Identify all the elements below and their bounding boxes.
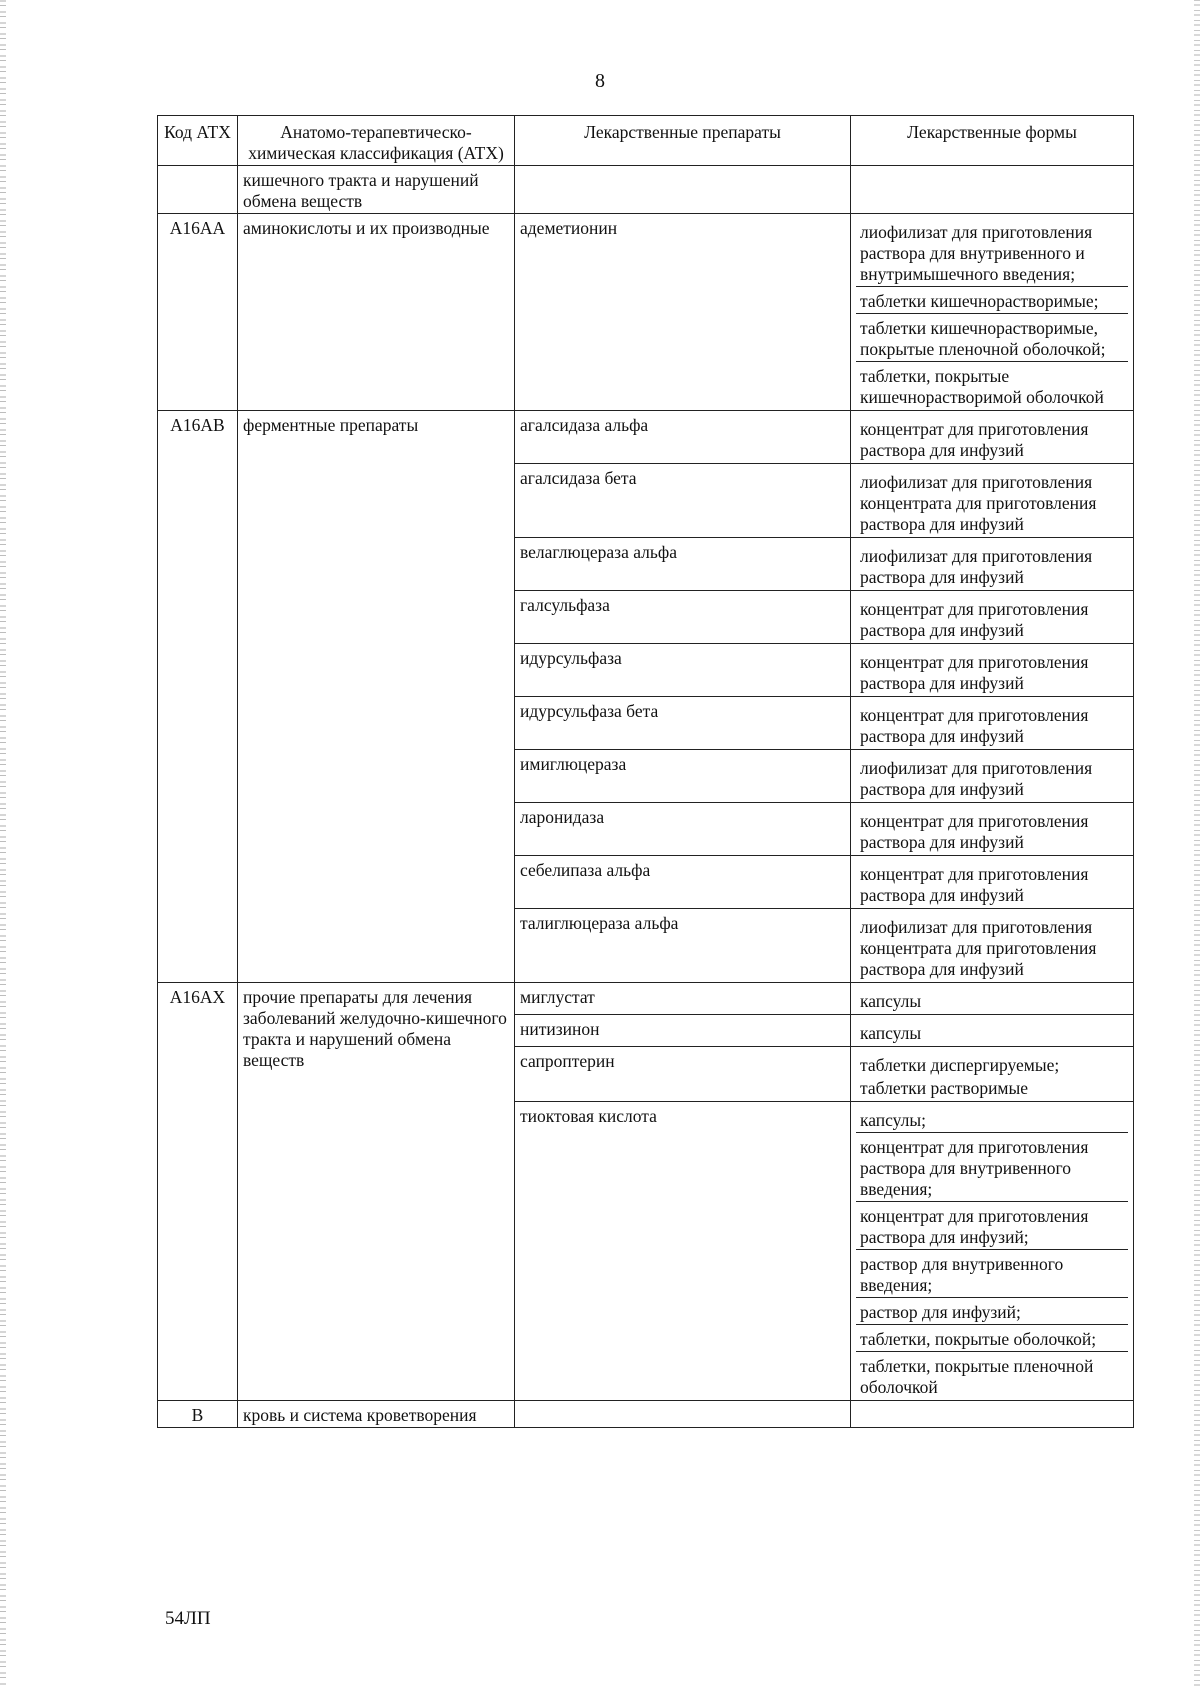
dosage-form: лиофилизат для приготовления концентрата для приготовления раствора для инфузий: [860, 472, 1097, 534]
drug-name: себелипаза альфа: [515, 856, 851, 909]
continuation-atc: кишечного тракта и нарушений обмена веществ: [238, 166, 515, 214]
drug-forms: [851, 591, 1134, 644]
drug-name: велаглюцераза альфа: [515, 538, 851, 591]
atx-table: [157, 115, 1134, 1428]
drug-name: галсульфаза: [515, 591, 851, 644]
drug-name: сапроптерин: [515, 1047, 851, 1102]
drug-forms: [851, 803, 1134, 856]
drug-name: адеметионин: [515, 214, 851, 411]
drug-forms: [851, 1047, 1134, 1102]
table-body: [158, 166, 1134, 1428]
dosage-form: концентрат для приготовления раствора для инфузий: [860, 599, 1089, 640]
atx-code: B: [158, 1401, 238, 1428]
atx-classification: аминокислоты и их производные: [238, 214, 515, 411]
dosage-form: таблетки, покрытые пленочной оболочкой: [860, 1356, 1094, 1397]
dosage-form: лиофилизат для приготовления концентрата для приготовления раствора для инфузий: [860, 917, 1097, 979]
drug-name: талиглюцераза альфа: [515, 909, 851, 983]
drug-name: агалсидаза альфа: [515, 411, 851, 464]
header-atc: Анатомо-терапевтическо-химическая классификация (АТХ): [238, 116, 515, 166]
header-row: [158, 116, 1134, 166]
dosage-form: концентрат для приготовления раствора для инфузий: [860, 419, 1089, 460]
atx-code: A16AB: [158, 411, 238, 983]
dosage-form: раствор для инфузий;: [856, 1298, 1128, 1325]
drug-name: тиоктовая кислота: [515, 1102, 851, 1401]
drug-name: миглустат: [515, 983, 851, 1015]
continuation-row: [158, 166, 1134, 214]
dosage-form: лиофилизат для приготовления раствора для инфузий: [860, 758, 1093, 799]
dosage-form: таблетки растворимые: [860, 1078, 1029, 1098]
dosage-form: раствор для внутривенного введения;: [856, 1250, 1128, 1298]
dosage-form: таблетки, покрытые оболочкой;: [856, 1325, 1128, 1352]
scan-edge-left: [0, 0, 6, 1686]
drug-forms: [851, 697, 1134, 750]
table-row: [158, 214, 1134, 411]
dosage-form: капсулы;: [856, 1106, 1128, 1133]
page-number: 8: [595, 70, 605, 92]
atx-classification: ферментные препараты: [238, 411, 515, 983]
footer-code: 54ЛП: [165, 1608, 211, 1629]
header-code: Код АТХ: [158, 116, 238, 166]
drug-forms: [851, 750, 1134, 803]
dosage-form: концентрат для приготовления раствора для инфузий: [860, 705, 1089, 746]
drug-name: нитизинон: [515, 1015, 851, 1047]
drug-forms: [851, 464, 1134, 538]
drug-name: имиглюцераза: [515, 750, 851, 803]
scan-edge-right: [1194, 0, 1200, 1686]
table-row: [158, 983, 1134, 1015]
drug-forms: [851, 538, 1134, 591]
drug-name: агалсидаза бета: [515, 464, 851, 538]
drug-forms: [851, 1102, 1134, 1401]
dosage-form: таблетки диспергируемые;: [860, 1055, 1060, 1075]
drug-forms: [851, 214, 1134, 411]
dosage-form: концентрат для приготовления раствора для инфузий: [860, 811, 1089, 852]
dosage-form: капсулы: [860, 991, 922, 1011]
drug-forms: [851, 1015, 1134, 1047]
dosage-form: концентрат для приготовления раствора для инфузий: [860, 864, 1089, 905]
drug-name: идурсульфаза бета: [515, 697, 851, 750]
dosage-form: лиофилизат для приготовления раствора для инфузий: [860, 546, 1093, 587]
dosage-form: концентрат для приготовления раствора для внутривенного введения;: [856, 1133, 1128, 1202]
dosage-form: концентрат для приготовления раствора для инфузий;: [856, 1202, 1128, 1250]
dosage-form: концентрат для приготовления раствора для инфузий: [860, 652, 1089, 693]
atx-classification: прочие препараты для лечения заболеваний желудочно-кишечного тракта и нарушений обмена веществ: [238, 983, 515, 1401]
drug-name: идурсульфаза: [515, 644, 851, 697]
drug-forms: [851, 644, 1134, 697]
drug-name: [515, 1401, 851, 1428]
dosage-form: таблетки, покрытые кишечнорастворимой оболочкой: [860, 366, 1104, 407]
drug-forms: [851, 856, 1134, 909]
table-row: [158, 1401, 1134, 1428]
continuation-drugs: [515, 166, 851, 214]
header-forms: Лекарственные формы: [851, 116, 1134, 166]
atx-code: A16AX: [158, 983, 238, 1401]
drug-forms: [851, 1401, 1134, 1428]
continuation-forms: [851, 166, 1134, 214]
dosage-form: капсулы: [860, 1023, 922, 1043]
drug-forms: [851, 411, 1134, 464]
drug-name: ларонидаза: [515, 803, 851, 856]
dosage-form: таблетки кишечнорастворимые;: [856, 287, 1128, 314]
dosage-form: лиофилизат для приготовления раствора для внутривенного и внутримышечного введения;: [856, 218, 1128, 287]
drug-forms: [851, 983, 1134, 1015]
continuation-code: [158, 166, 238, 214]
dosage-form: таблетки кишечнорастворимые, покрытые пленочной оболочкой;: [856, 314, 1128, 362]
header-drugs: Лекарственные препараты: [515, 116, 851, 166]
atx-classification: кровь и система кроветворения: [238, 1401, 515, 1428]
drug-forms: [851, 909, 1134, 983]
atx-code: A16AA: [158, 214, 238, 411]
table-row: [158, 411, 1134, 464]
